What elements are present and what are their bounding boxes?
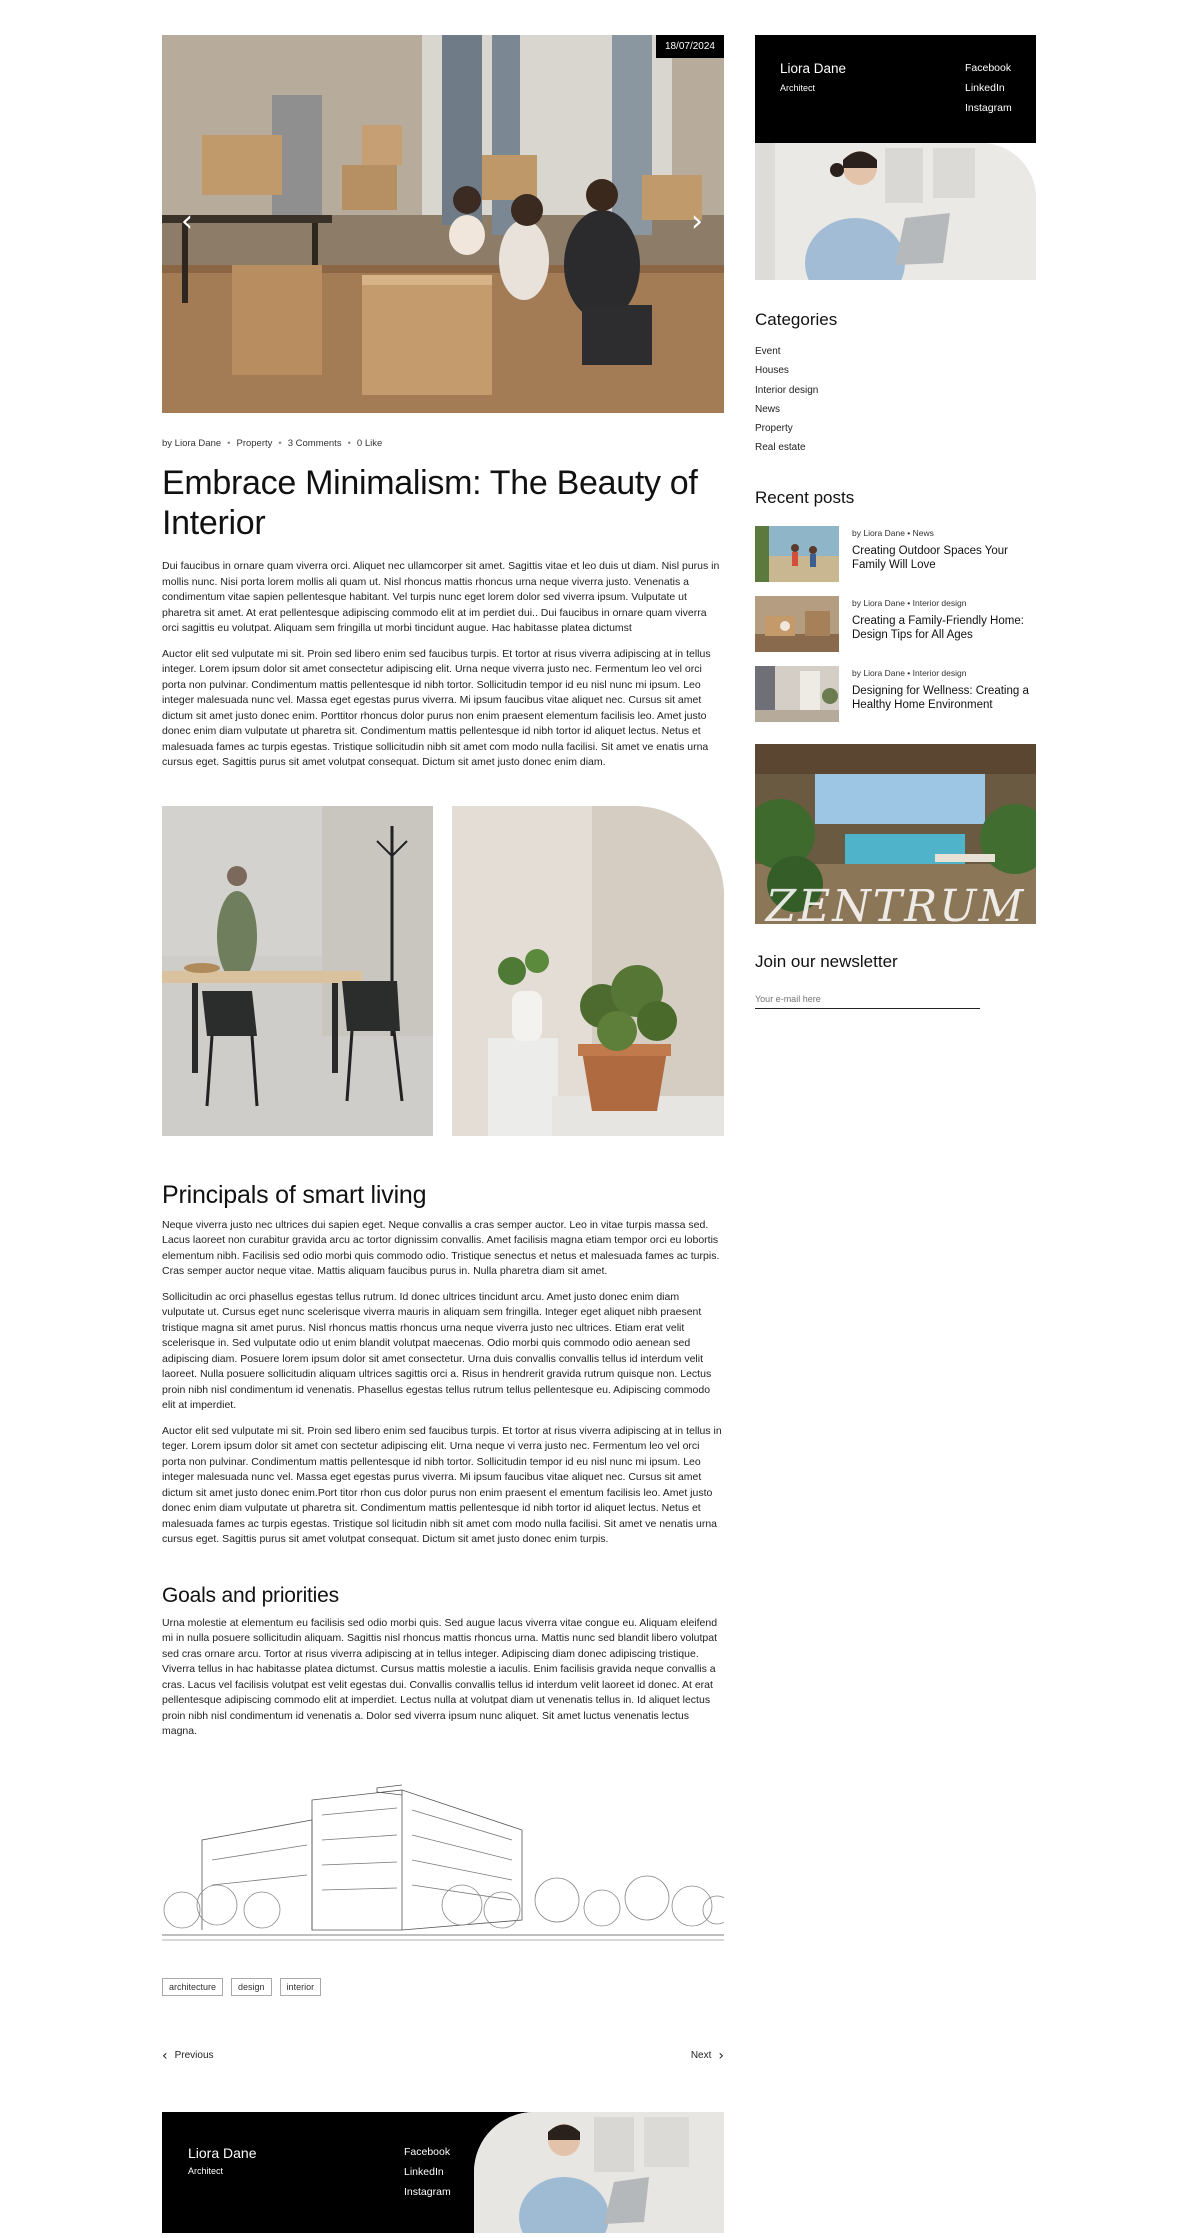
plant-pot-image xyxy=(452,806,724,1136)
author-card xyxy=(755,35,1036,280)
building-sketch-image xyxy=(162,1770,724,1945)
newsletter-widget xyxy=(755,952,1036,1009)
author-name: Liora Dane xyxy=(780,61,847,76)
separator-dot: • xyxy=(227,438,231,449)
recent-posts-widget xyxy=(755,488,1036,722)
category-property[interactable]: Property xyxy=(755,423,793,435)
recent-post-item[interactable] xyxy=(755,596,1036,652)
author-social-links xyxy=(404,2142,451,2202)
author-role: Architect xyxy=(188,2165,224,2176)
intro-paragraph: Auctor elit sed vulputate mi sit. Proin sed libero enim sed faucibus turpis. Et tortor at risus viverra adipiscing at in tellus integer. Lorem ipsum dolor sit amet consectetur adipiscing elit. Urna neque viverra justo nec. Fermentum leo vel orci porta non pulvinar. Condimentum mattis pellentesque id nibh tortor. Sollicitudin tempor id eu nisl nunc mi ipsum. Leo integer malesuada nunc vel. Massa eget egestas purus viverra. Mi ipsum faucibus vitae aliquet nec. Cursus sit amet dictum sit amet justo donec enim. Porttitor rhoncus dolor purus non enim praesent elementum facilisis leo. Amet justo donec enim diam vulputate ut pharetra sit. Condimentum mattis pellentesque id nibh tortor id aliquet lectus. Netus et malesuada fames ac turpis egestas. Tristique sollicitudin nibh sit amet com modo nulla facilisi. Sit amet ve enatis urna cursus eget. Sagittis purus sit amet volutpat consequat. Dictum sit amet justo donec enim diam. xyxy=(162,647,711,768)
post-likes[interactable]: 0 Like xyxy=(356,438,383,449)
recent-post-thumbnail xyxy=(755,526,839,582)
section-heading: Principals of smart living xyxy=(162,1180,427,1209)
author-role: Architect xyxy=(780,83,816,93)
separator-dot: • xyxy=(347,438,351,449)
newsletter-heading: Join our newsletter xyxy=(755,951,898,971)
categories-list xyxy=(755,342,1036,458)
recent-post-thumbnail xyxy=(755,666,839,722)
recent-post-title[interactable]: Creating Outdoor Spaces Your Family Will Love xyxy=(852,544,1008,571)
carousel-prev-button[interactable] xyxy=(172,204,202,239)
category-houses[interactable]: Houses xyxy=(755,365,789,377)
post-author[interactable]: by Liora Dane xyxy=(162,438,222,449)
recent-post-meta: by Liora Dane • Interior design xyxy=(852,597,967,608)
section-paragraph: Sollicitudin ac orci phasellus egestas tellus rutrum. Id donec ultrices tincidunt arcu. Amet justo donec enim diam vulputate ut. Cursus eget nunc scelerisque viverra mauris in aliquam sem fringilla. Integer eget aliquet nibh praesent tristique magna sit amet purus. Nisl rhoncus mattis rhoncus urna neque viverra justo nec ultrices. Etiam erat velit scelerisque in. Sed vulputate odio ut enim blandit volutpat maecenas. Odio morbi quis commodo odio aenean sed adipiscing diam. Posuere lorem ipsum dolor sit amet consectetur. Urna duis convallis convallis tellus id interdum velit laoreet. Nulla posuere sollicitudin aliquam ultrices sagittis orci a. Risus in hendrerit gravida rutrum quisque non. Lectus proin nibh nisl condimentum id venenatis. Phasellus egestas tellus rutrum tellus pellentesque eu. Adipiscing commodo elit at imperdiet. xyxy=(162,1290,712,1411)
recent-posts-heading: Recent posts xyxy=(755,487,855,507)
tag-list xyxy=(162,1978,724,1996)
facebook-link[interactable]: Facebook xyxy=(965,62,1012,74)
section-paragraph: Neque viverra justo nec ultrices dui sapien eget. Neque convallis a cras semper auctor. Leo in vitae turpis massa sed. Lacus laoreet non curabitur gravida arcu ac tortor dignissim convallis. Amet facilisis magna etiam tempor orci eu lobortis elementum nibh. Facilisis sed odio morbi quis commodo odio. Tristique senectus et netus et malesuada fames ac turpis. Cras semper auctor neque vitae. Mattis aliquam faucibus purus in. Nulla pharetra diam sit amet. xyxy=(162,1218,720,1277)
section-paragraph: Urna molestie at elementum eu facilisis sed odio morbi quis. Sed augue lacus viverra vitae congue eu. Aliquam eleifend mi in nulla posuere sollicitudin aliquam. Sagittis nisl rhoncus mattis rhoncus urna. Mattis nunc sed blandit libero volutpat sed cras ornare arcu. Tortor at risus viverra adipiscing at in tellus integer. Adipiscing diam donec adipiscing tristique. Viverra tellus in hac habitasse platea dictumst. Cursus mattis molestie a iaculis. Enim facilisis gravida neque convallis a cras. Lacus vel facilisis volutpat est velit egestas dui. Convallis convallis tellus id interdum velit laoreet id donec. At erat pellentesque adipiscing commodo elit at imperdiet. Lectus nulla at volutpat diam ut venenatis tellus in. Id aliquet lectus proin nibh nisl condimentum id venenatis a. Dolor sed viverra ipsum nunc aliquet. Sit amet luctus venenatis lectus magna. xyxy=(162,1616,718,1737)
recent-post-thumbnail xyxy=(755,596,839,652)
author-name: Liora Dane xyxy=(188,2144,257,2161)
post-comments[interactable]: 3 Comments xyxy=(287,438,342,449)
hero-image xyxy=(162,35,724,413)
category-event[interactable]: Event xyxy=(755,346,781,357)
linkedin-link[interactable]: LinkedIn xyxy=(404,2165,444,2178)
recent-post-title[interactable]: Designing for Wellness: Creating a Healthy Home Environment xyxy=(852,684,1029,711)
post-navigation xyxy=(162,2048,724,2064)
chevron-left-icon: ‹ xyxy=(181,204,193,239)
linkedin-link[interactable]: LinkedIn xyxy=(965,82,1005,94)
newsletter-email-input[interactable] xyxy=(755,990,980,1009)
chevron-right-icon: › xyxy=(718,2047,724,2064)
category-interior-design[interactable]: Interior design xyxy=(755,384,819,396)
facebook-link[interactable]: Facebook xyxy=(404,2145,451,2158)
previous-post-link[interactable] xyxy=(162,2048,214,2064)
sidebar xyxy=(755,35,1036,1009)
chevron-left-icon: ‹ xyxy=(162,2047,168,2064)
article xyxy=(162,35,724,2233)
next-label: Next xyxy=(690,2050,712,2061)
separator-dot: • xyxy=(278,438,282,449)
promo-banner[interactable] xyxy=(755,744,1036,924)
tag-architecture[interactable]: architecture xyxy=(162,1978,223,1996)
section-paragraph: Auctor elit sed vulputate mi sit. Proin sed libero enim sed faucibus turpis. Et tortor at risus viverra adipiscing at in tellus in teger. Lorem ipsum dolor sit amet con sectetur adipiscing elit. Urna neque vi verra justo nec. Fermentum leo vel orci porta non pulvinar. Condimentum mattis pellentesque id nibh tortor. Sollicitudin tempor id eu nisl nunc mi ipsum. Leo integer malesuada nunc vel. Massa eget egestas purus viverra. Mi ipsum faucibus vitae aliquet nec. Cursus sit amet dictum sit amet justo donec enim.Port titor rhon cus dolor purus non enim praesent el ementum facilisis leo. Amet justo donec enim diam vulputate ut pharetra sit. Condimentum mattis pellentesque id nibh tortor id aliquet lectus. Netus et malesuada fames ac turpis egestas. Tristique sol licitudin nibh sit amet com modo nulla facilisi. Sit amet ve nenatis urna cursus eget. Sagittis purus sit amet volutpat consequat. Dictum sit amet justo donec enim turpis. xyxy=(162,1424,722,1545)
recent-posts-list xyxy=(755,526,1036,722)
recent-post-title[interactable]: Creating a Family-Friendly Home: Design Tips for All Ages xyxy=(852,614,1024,641)
tag-interior[interactable]: interior xyxy=(280,1978,322,1996)
intro-paragraph: Dui faucibus in ornare quam viverra orci. Aliquet nec ullamcorper sit amet. Sagittis vitae et leo duis ut diam. Nisl purus in mollis nunc. Nisi porta lorem mollis ali quam ut. Nisl rhoncus mattis rhoncus urna neque viverra justo. Venenatis a condimentum vitae sapien pellentesque habitant. Vel turpis nunc eget lorem dolor sed viverra ipsum. Vulputate ut pharetra sit amet. At erat pellentesque adipiscing commodo elit at im perdiet dui.. Dui faucibus in ornare quam viverra orci sagittis eu volutpat. Aliquam sem fringilla ut morbi tincidunt augue. Hac habitasse platea dictumst xyxy=(162,560,720,634)
categories-widget xyxy=(755,310,1036,458)
author-box xyxy=(162,2112,724,2233)
instagram-link[interactable]: Instagram xyxy=(404,2185,451,2198)
recent-post-item[interactable] xyxy=(755,666,1036,722)
post-meta xyxy=(162,438,724,449)
author-photo xyxy=(755,143,1036,280)
category-news[interactable]: News xyxy=(755,403,781,415)
chevron-right-icon: › xyxy=(691,204,703,239)
tag-design[interactable]: design xyxy=(231,1978,272,1996)
author-photo xyxy=(474,2112,724,2233)
date-badge: 18/07/2024 xyxy=(656,35,724,58)
promo-wordmark: ZENTRUM xyxy=(765,880,1026,924)
previous-label: Previous xyxy=(174,2050,214,2061)
recent-post-meta: by Liora Dane • News xyxy=(852,527,934,538)
carousel-next-button[interactable] xyxy=(682,204,712,239)
family-moving-photo xyxy=(162,35,724,413)
post-category[interactable]: Property xyxy=(236,438,273,449)
recent-post-item[interactable] xyxy=(755,526,1036,582)
image-gallery xyxy=(162,806,724,1136)
next-post-link[interactable] xyxy=(691,2048,724,2064)
dining-room-image xyxy=(162,806,433,1136)
recent-post-meta: by Liora Dane • Interior design xyxy=(852,667,967,678)
instagram-link[interactable]: Instagram xyxy=(965,102,1012,114)
author-social-links xyxy=(965,58,1012,118)
category-real-estate[interactable]: Real estate xyxy=(755,442,806,454)
section-heading: Goals and priorities xyxy=(162,1583,339,1607)
post-title: Embrace Minimalism: The Beauty of Interior xyxy=(162,464,698,542)
categories-heading: Categories xyxy=(755,310,838,329)
